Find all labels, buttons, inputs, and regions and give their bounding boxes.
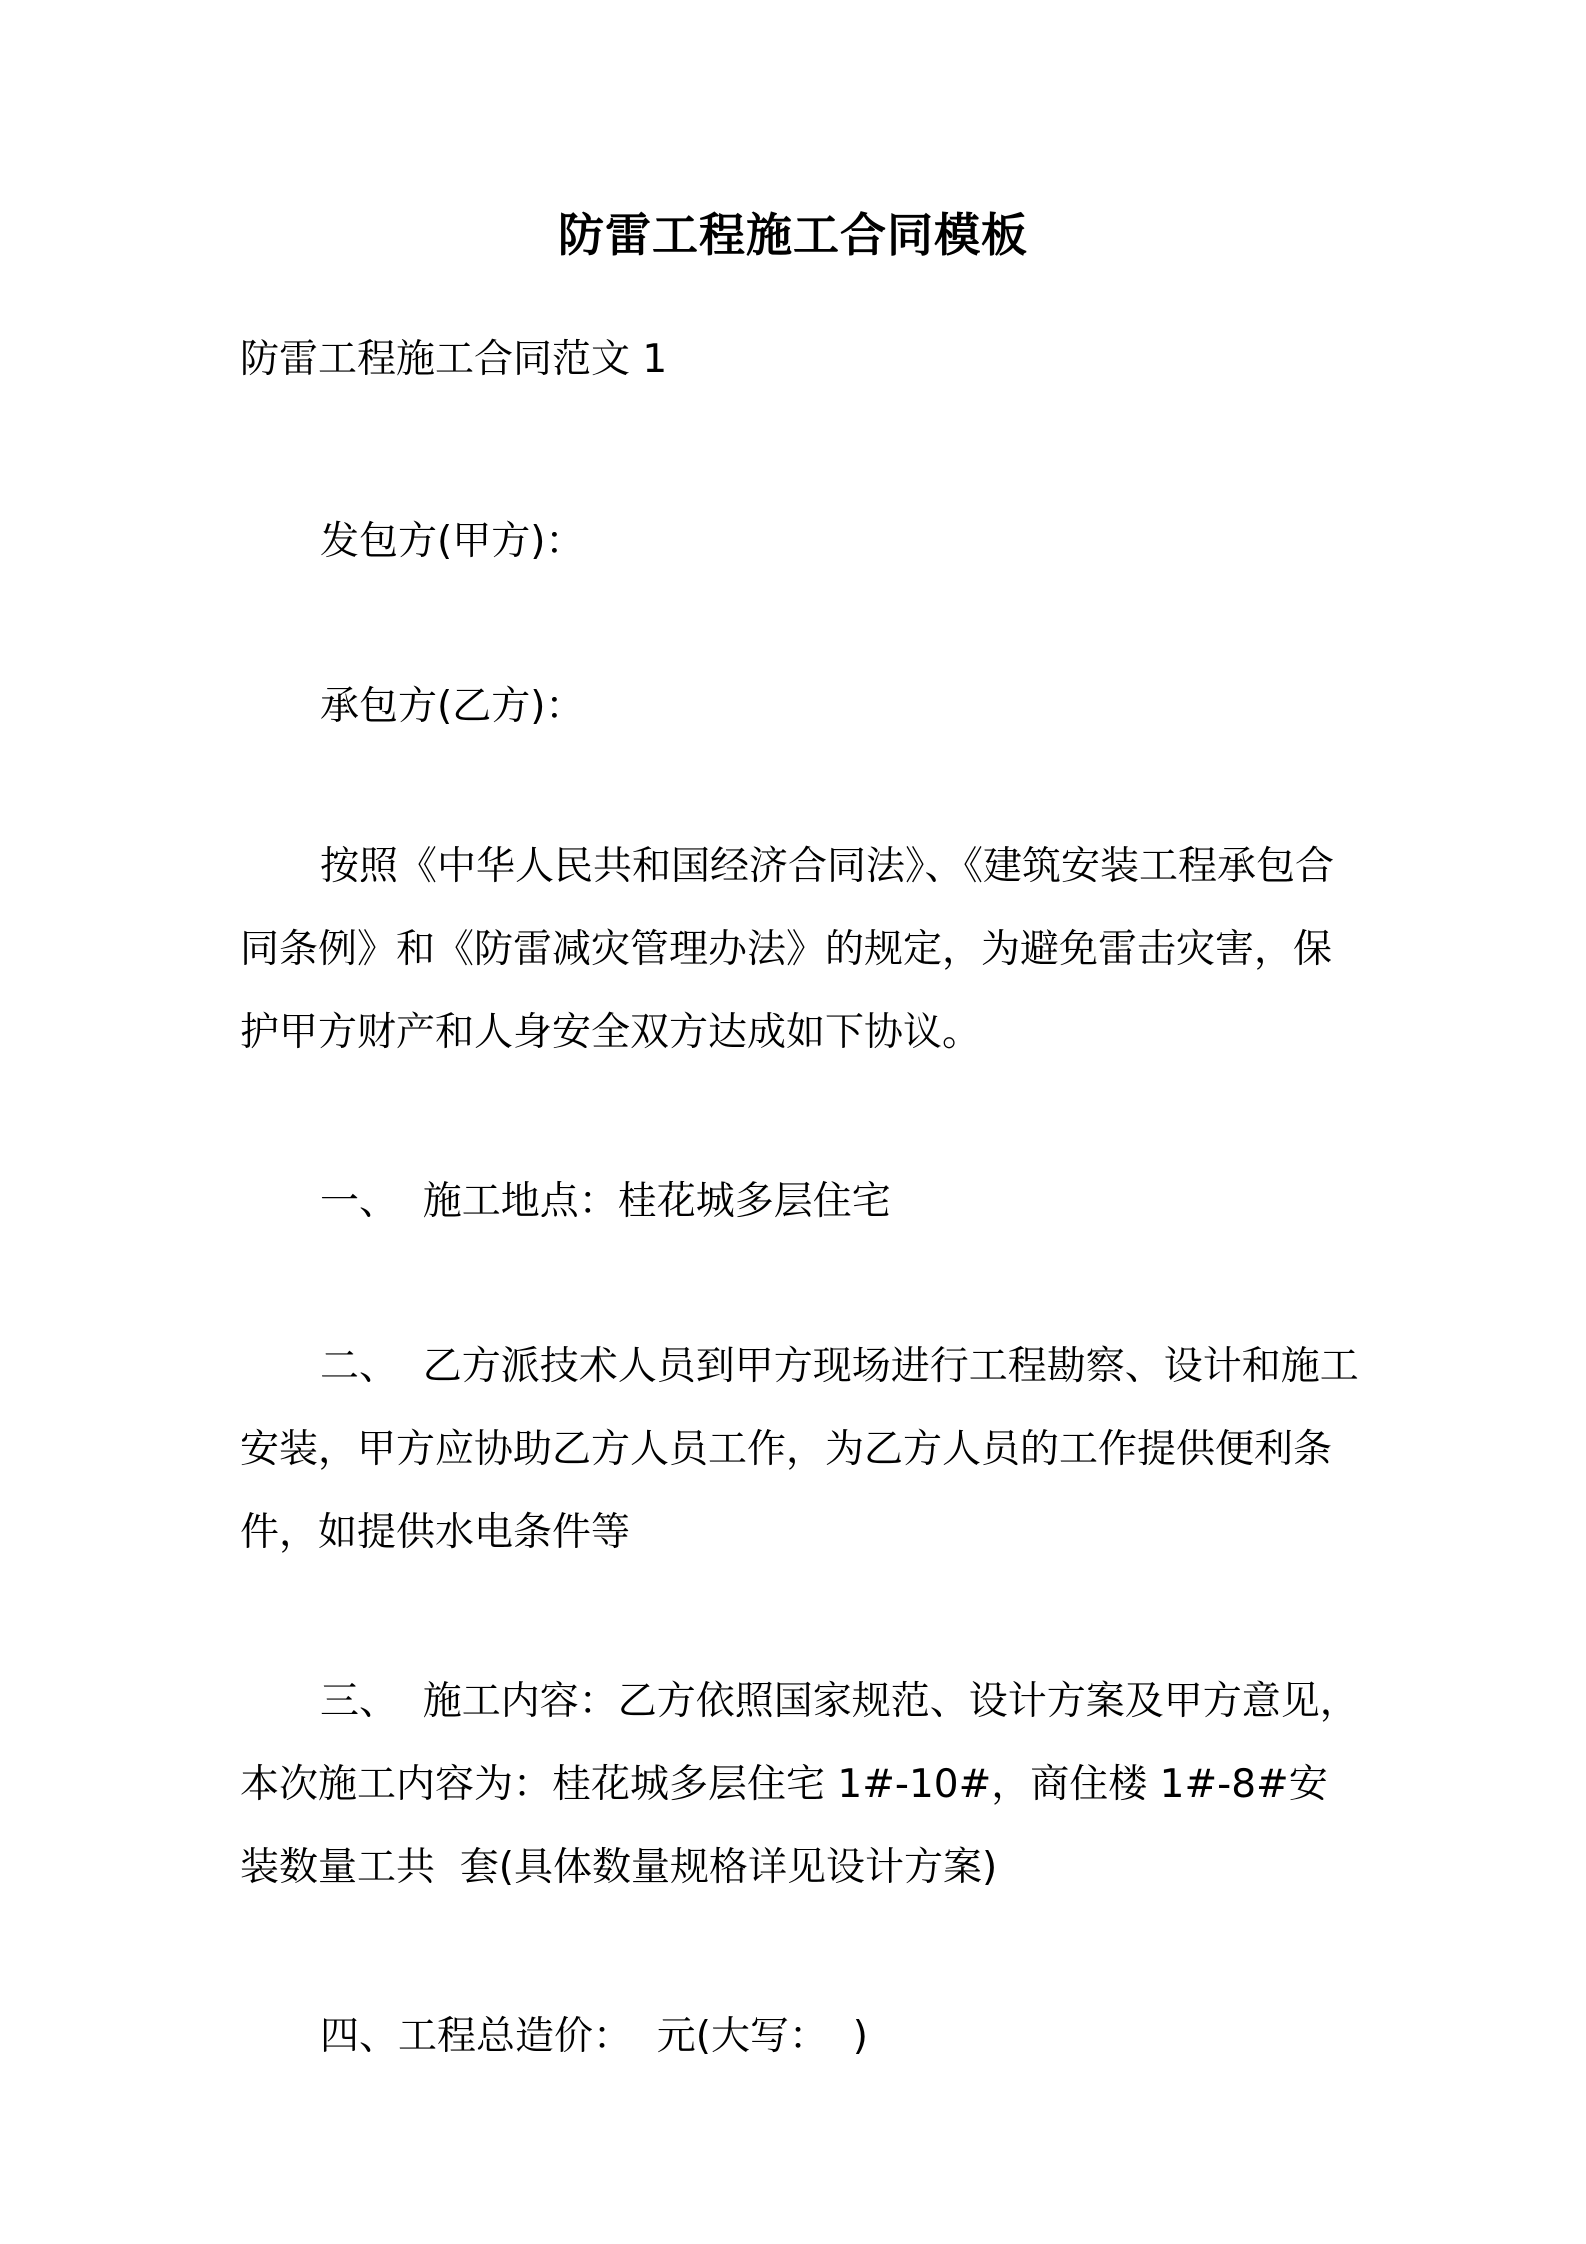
document-title: 防雷工程施工合同模板 (558, 208, 1028, 262)
clause-1: 一、 施工地点：桂花城多层住宅 (320, 1179, 891, 1224)
party-b-line: 承包方(乙方)： (320, 684, 585, 729)
clause-4: 四、工程总造价： 元(大写： ) (320, 2014, 869, 2059)
clause-2: 二、 乙方派技术人员到甲方现场进行工程勘察、设计和施工安装，甲方应协助乙方人员工作，为乙方人员的工作提供便利条件，如提供水电条件等 (240, 1344, 1359, 1555)
party-a-line: 发包方(甲方)： (320, 519, 585, 564)
document-subtitle: 防雷工程施工合同范文 1 (240, 337, 668, 382)
intro-paragraph: 按照《中华人民共和国经济合同法》、《建筑安装工程承包合同条例》和《防雷减灾管理办法》的规定，为避免雷击灾害，保护甲方财产和人身安全双方达成如下协议。 (240, 844, 1335, 1055)
clause-3: 三、 施工内容：乙方依照国家规范、设计方案及甲方意见，本次施工内容为：桂花城多层住宅 1#-10#，商住楼 1#-8#安装数量工共 套(具体数量规格详见设计方案) (240, 1679, 1359, 1890)
